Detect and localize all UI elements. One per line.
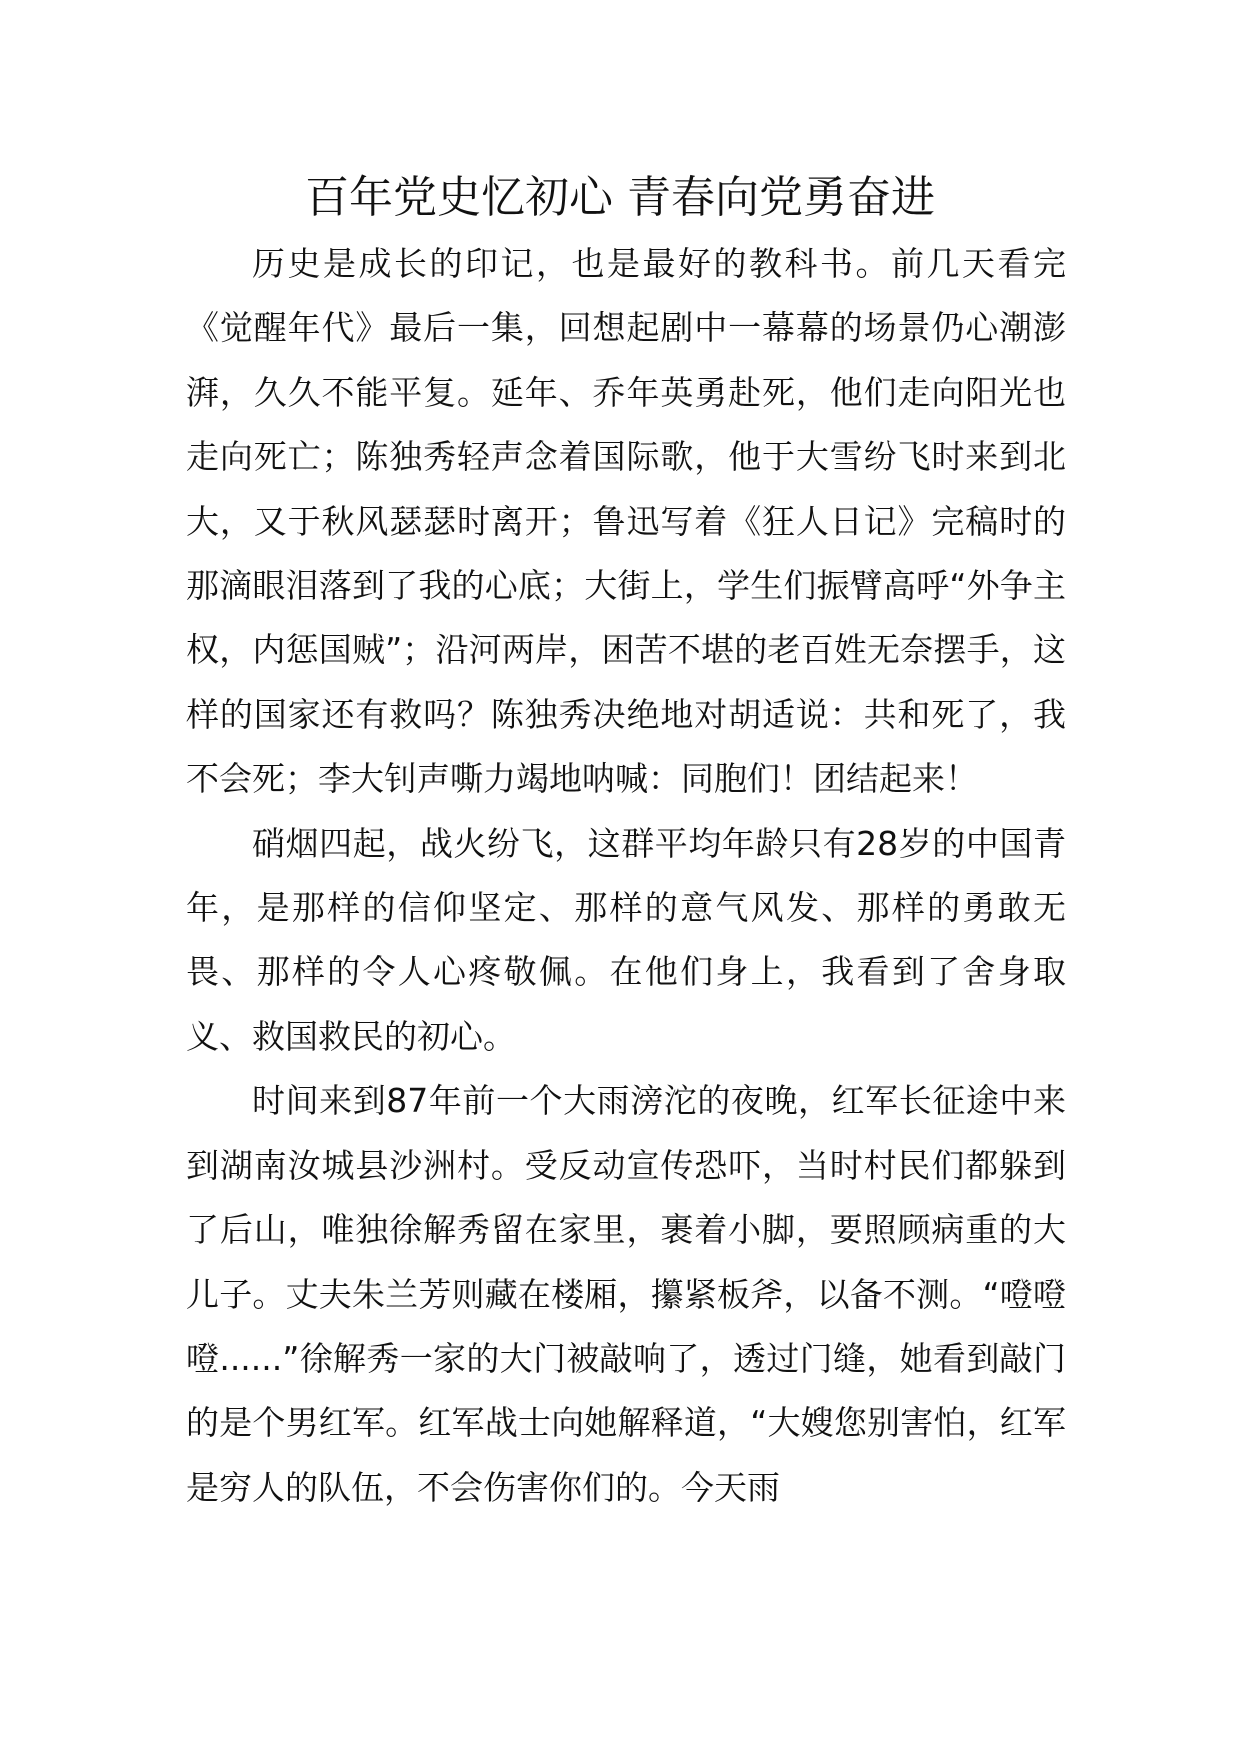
paragraph-3: 时间来到87年前一个大雨滂沱的夜晚，红军长征途中来到湖南汝城县沙洲村。受反动宣传恐吓，当时村民们都躲到了后山，唯独徐解秀留在家里，裹着小脚，要照顾病重的大儿子。丈夫朱兰芳则藏在楼厢，攥紧板斧，以备不测。“噔噔噔......”徐解秀一家的大门被敲响了，透过门缝，她看到敲门的是个男红军。红军战士向她解释道，“大嫂您别害怕，红军是穷人的队伍，不会伤害你们的。今天雨	[186, 1081, 1066, 1507]
document-body	[186, 232, 1066, 1520]
paragraph-2: 硝烟四起，战火纷飞，这群平均年龄只有28岁的中国青年，是那样的信仰坚定、那样的意气风发、那样的勇敢无畏、那样的令人心疼敬佩。在他们身上，我看到了舍身取义、救国救民的初心。	[186, 823, 1066, 1056]
document-title: 百年党史忆初心 青春向党勇奋进	[305, 172, 935, 223]
paragraph-1: 历史是成长的印记，也是最好的教科书。前几天看完《觉醒年代》最后一集，回想起剧中一幕幕的场景仍心潮澎湃，久久不能平复。延年、乔年英勇赴死，他们走向阳光也走向死亡；陈独秀轻声念着国际歌，他于大雪纷飞时来到北大，又于秋风瑟瑟时离开；鲁迅写着《狂人日记》完稿时的那滴眼泪落到了我的心底；大街上，学生们振臂高呼“外争主权，内惩国贼”；沿河两岸，困苦不堪的老百姓无奈摆手，这样的国家还有救吗？陈独秀决绝地对胡适说：共和死了，我不会死；李大钊声嘶力竭地呐喊：同胞们！团结起来！	[186, 244, 1066, 799]
